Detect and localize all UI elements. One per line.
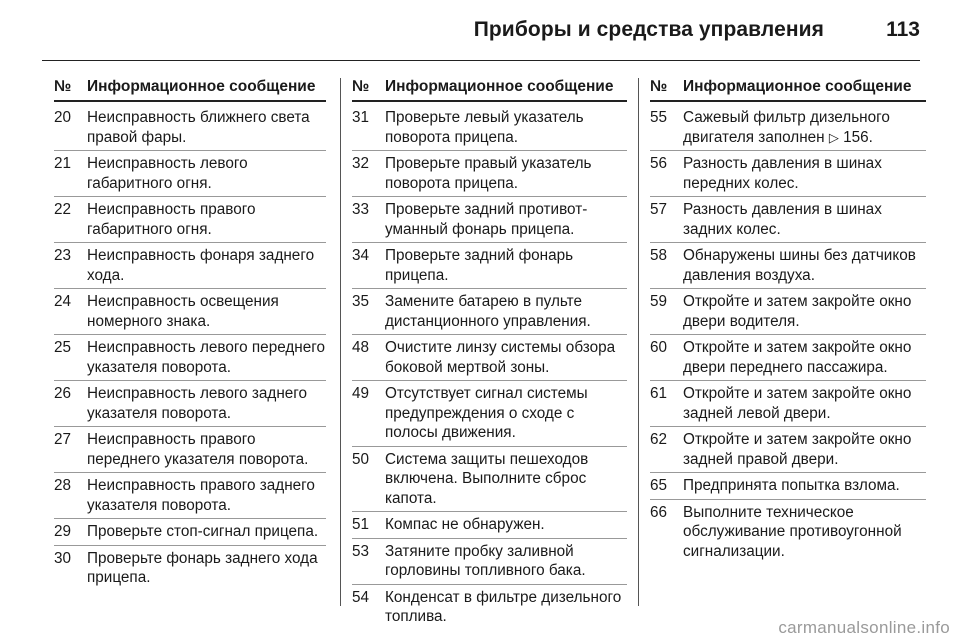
table-row <box>352 338 627 381</box>
message-text-content: Неисправность левого габаритного огня. <box>87 155 248 192</box>
message-number: 28 <box>54 477 72 494</box>
table-row <box>650 154 926 197</box>
message-text-content: Затяните пробку заливной горловины топливного бака. <box>385 542 586 579</box>
message-number: 26 <box>54 385 72 402</box>
header-message: Информационное сообщение <box>87 78 316 95</box>
table-row <box>352 588 627 630</box>
message-text <box>683 108 926 147</box>
message-text <box>87 549 326 588</box>
message-number: 48 <box>352 339 370 356</box>
table-row <box>352 154 627 197</box>
table-row <box>352 200 627 243</box>
table-row <box>54 292 326 335</box>
message-text-content: Замените батарею в пульте дистанционного управления. <box>385 293 591 330</box>
column-header <box>650 78 926 102</box>
table-row <box>352 384 627 447</box>
message-table <box>42 78 926 625</box>
message-text <box>385 338 627 377</box>
table-row <box>352 108 627 151</box>
message-text <box>87 108 326 147</box>
message-text <box>683 338 926 377</box>
message-text-content: Неисправность правого габаритного огня. <box>87 201 256 238</box>
message-text <box>683 246 926 285</box>
message-text-content: Неисправность правого заднего указателя поворота. <box>87 477 315 514</box>
message-text-content: Неисправность левого переднего указателя поворота. <box>87 339 325 376</box>
message-text <box>385 246 627 285</box>
message-number: 21 <box>54 155 72 172</box>
rows-container <box>352 108 627 630</box>
page-header <box>42 14 920 61</box>
table-row <box>352 246 627 289</box>
message-text <box>683 503 926 562</box>
message-text-content: Проверьте левый указатель поворота прицепа. <box>385 109 584 146</box>
rows-container <box>650 108 926 564</box>
message-number: 27 <box>54 431 72 448</box>
header-num: № <box>54 78 72 95</box>
table-row <box>650 246 926 289</box>
message-number: 61 <box>650 385 668 402</box>
table-row <box>54 430 326 473</box>
page-number: 113 <box>886 18 920 41</box>
message-text-content: Разность давления в шинах передних колес. <box>683 155 882 192</box>
message-text <box>385 154 627 193</box>
column-header <box>54 78 326 102</box>
message-text <box>683 384 926 423</box>
table-row <box>650 430 926 473</box>
message-text-content: Компас не обнаружен. <box>385 516 545 533</box>
rows-container <box>54 108 326 591</box>
message-text <box>385 515 627 535</box>
message-text <box>385 384 627 443</box>
message-number: 23 <box>54 247 72 264</box>
message-text-content: Откройте и затем закройте окно задней левой двери. <box>683 385 912 422</box>
watermark: carmanualsonline.info <box>778 618 950 637</box>
message-text <box>683 430 926 469</box>
page-title: Приборы и средства управления <box>473 18 824 41</box>
message-text-content: Предпринята попытка взлома. <box>683 477 900 494</box>
message-text <box>87 384 326 423</box>
message-text <box>683 200 926 239</box>
column-divider <box>638 78 639 606</box>
message-number: 49 <box>352 385 370 402</box>
message-text-content: Неисправность ближнего света правой фары. <box>87 109 310 146</box>
message-text-content: Неисправность левого заднего указателя поворота. <box>87 385 308 422</box>
message-number: 66 <box>650 503 668 521</box>
table-row <box>54 338 326 381</box>
message-number: 53 <box>352 542 370 560</box>
table-row <box>650 503 926 565</box>
message-text <box>87 246 326 285</box>
message-text-content: Конденсат в фильтре дизельного топлива. <box>385 588 622 625</box>
message-text-content: Проверьте стоп-сигнал прицепа. <box>87 523 319 540</box>
message-number: 59 <box>650 293 668 310</box>
table-row <box>650 200 926 243</box>
table-row <box>650 108 926 151</box>
message-text-content: Проверьте фонарь заднего хода прицепа. <box>87 549 318 586</box>
message-number: 56 <box>650 155 668 172</box>
message-number: 31 <box>352 109 370 126</box>
table-row <box>352 292 627 335</box>
message-text-content: Очистите линзу системы обзора боковой мертвой зоны. <box>385 339 616 376</box>
message-text-content: Неисправность фонаря заднего хода. <box>87 247 315 284</box>
table-row <box>650 292 926 335</box>
message-text <box>87 476 326 515</box>
message-number: 60 <box>650 339 668 356</box>
table-row <box>54 108 326 151</box>
message-number: 29 <box>54 523 72 540</box>
message-number: 22 <box>54 201 72 218</box>
table-row <box>54 549 326 591</box>
table-row <box>54 384 326 427</box>
table-row <box>650 338 926 381</box>
message-text <box>385 200 627 239</box>
message-text <box>683 292 926 331</box>
message-text <box>385 450 627 509</box>
message-number: 50 <box>352 450 370 468</box>
message-text <box>683 476 926 496</box>
page-reference-link[interactable]: 156. <box>843 128 873 146</box>
message-text <box>87 338 326 377</box>
message-number: 32 <box>352 155 370 172</box>
message-text <box>87 154 326 193</box>
message-number: 20 <box>54 109 72 126</box>
message-text-content: Откройте и затем закройте окно двери водителя. <box>683 293 912 330</box>
column-divider <box>340 78 341 606</box>
message-text-content: Откройте и затем закройте окно задней правой двери. <box>683 431 912 468</box>
message-text-content: Неисправность освещения номерного знака. <box>87 293 279 330</box>
message-text-content: Проверьте задний противотуманный фонарь прицепа. <box>385 201 588 238</box>
message-number: 62 <box>650 431 668 448</box>
table-column-3 <box>650 78 926 606</box>
table-column-1 <box>54 78 326 606</box>
table-row <box>54 200 326 243</box>
message-number: 58 <box>650 247 668 264</box>
message-number: 65 <box>650 477 668 494</box>
message-number: 54 <box>352 588 370 606</box>
message-text-content: Выполните техническое обслуживание противоугонной сигнализации. <box>683 503 902 560</box>
message-number: 55 <box>650 109 668 126</box>
message-number: 35 <box>352 293 370 310</box>
table-row <box>352 450 627 513</box>
message-number: 57 <box>650 201 668 218</box>
table-row <box>54 246 326 289</box>
table-row <box>54 522 326 546</box>
message-number: 33 <box>352 201 370 218</box>
table-row <box>54 476 326 519</box>
header-num: № <box>650 78 668 95</box>
message-text <box>385 588 627 627</box>
message-text <box>385 542 627 581</box>
message-number: 51 <box>352 516 370 533</box>
message-text <box>683 154 926 193</box>
message-text-content: Обнаружены шины без датчиков давления воздуха. <box>683 247 916 284</box>
message-text-content: Проверьте правый указатель поворота прицепа. <box>385 155 592 192</box>
message-text-content: Откройте и затем закройте окно двери переднего пассажира. <box>683 339 912 376</box>
message-text <box>87 430 326 469</box>
header-num: № <box>352 78 370 95</box>
table-row <box>54 154 326 197</box>
message-number: 34 <box>352 247 370 264</box>
message-text-content: Разность давления в шинах задних колес. <box>683 201 882 238</box>
table-row <box>650 384 926 427</box>
message-text-content: Система защиты пешеходов включена. Выполните сброс капота. <box>385 450 589 507</box>
message-number: 30 <box>54 549 72 567</box>
message-text <box>385 108 627 147</box>
message-text-content: Неисправность правого переднего указателя поворота. <box>87 431 309 468</box>
message-number: 25 <box>54 339 72 356</box>
column-header <box>352 78 627 102</box>
message-text <box>385 292 627 331</box>
header-message: Информационное сообщение <box>385 78 614 95</box>
table-row <box>650 476 926 500</box>
message-text <box>87 200 326 239</box>
header-message: Информационное сообщение <box>683 78 912 95</box>
message-text-content: Сажевый фильтр дизельного двигателя заполнен <box>683 109 890 146</box>
table-column-2 <box>352 78 627 625</box>
page-reference-arrow-icon: ▷ <box>828 129 839 145</box>
message-text-content: Отсутствует сигнал системы предупреждения о сходе с полосы движения. <box>385 385 588 441</box>
message-text <box>87 292 326 331</box>
table-row <box>352 515 627 539</box>
message-text-content: Проверьте задний фонарь прицепа. <box>385 247 574 284</box>
table-row <box>352 542 627 585</box>
message-number: 24 <box>54 293 72 310</box>
message-text <box>87 522 326 542</box>
